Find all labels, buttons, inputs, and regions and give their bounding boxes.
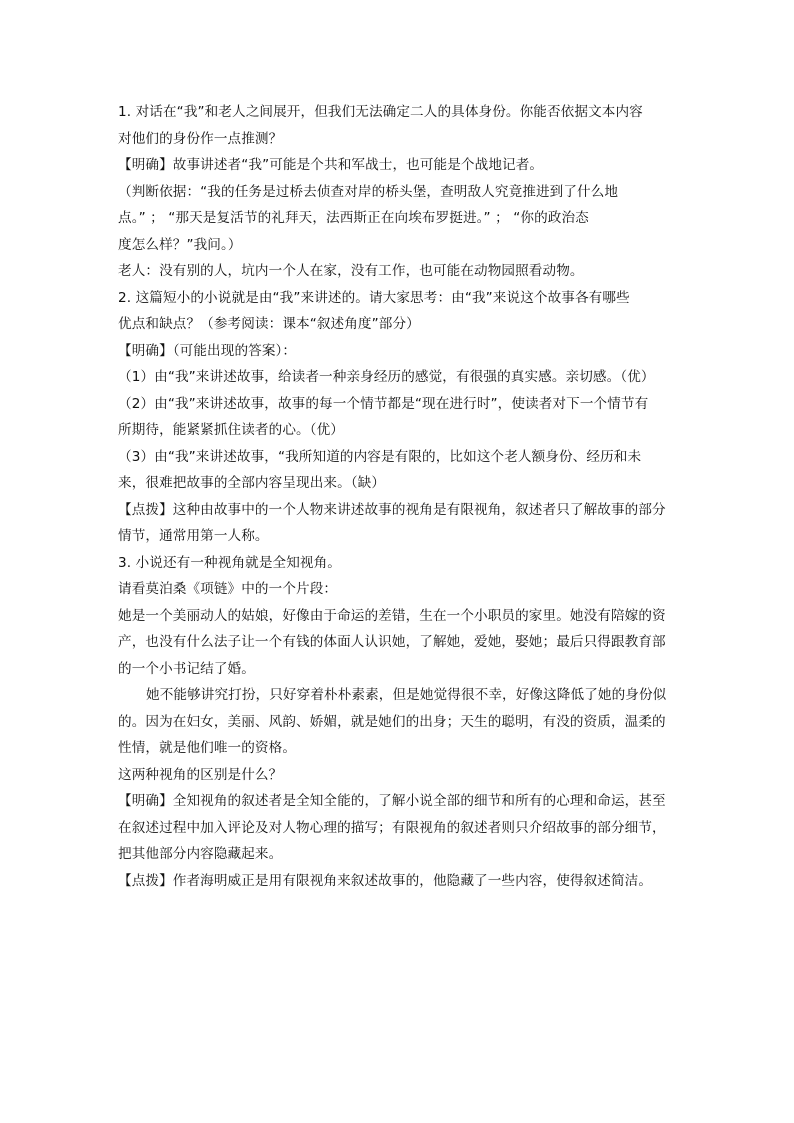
answer-2-point-2-line-1: （2）由“我”来讲述故事，故事的每一个情节都是“现在进行时”，使读者对下一个情节有 xyxy=(118,395,649,412)
excerpt-para-1-line-2: 产，也没有什么法子让一个有钱的体面人认识她，了解她，爱她，娶她；最后只得跟教育部 xyxy=(118,634,666,650)
question-3: 3. 小说还有一种视角就是全知视角。 xyxy=(118,554,341,571)
old-man-guess: 老人：没有别的人，坑内一个人在家，没有工作，也可能在动物园照看动物。 xyxy=(118,263,584,279)
answer-2-point-1: （1）由“我”来讲述故事，给读者一种亲身经历的感觉，有很强的真实感。亲切感。（优） xyxy=(118,369,655,385)
evidence-line-3: 度怎么样？”我问。） xyxy=(118,236,242,253)
tip-1-line-1: 【点拨】这种由故事中的一个人物来讲述故事的视角是有限视角，叙述者只了解故事的部分 xyxy=(118,501,666,518)
excerpt-para-2-line-1: 她不能够讲究打扮，只好穿着朴朴素素，但是她觉得很不幸，好像这降低了她的身份似 xyxy=(146,687,667,703)
excerpt-para-1-line-3: 的一个小书记结了婚。 xyxy=(118,660,255,677)
question-1-line-2: 对他们的身份作一点推测？ xyxy=(118,130,283,147)
comparison-question: 这两种视角的区别是什么？ xyxy=(118,766,283,783)
question-2-line-2: 优点和缺点？（参考阅读：课本“叙述角度”部分） xyxy=(118,316,420,332)
answer-2-point-2-line-2: 所期待，能紧紧抓住读者的心。（优） xyxy=(118,422,344,438)
evidence-line-2: 点。” ； “那天是复活节的礼拜天，法西斯正在向埃布罗挺进。” ； “你的政治态 xyxy=(118,210,589,226)
answer-2-point-3-line-2: 来，很难把故事的全部内容呈现出来。（缺） xyxy=(118,475,386,491)
excerpt-para-2-line-3: 性情，就是他们唯一的资格。 xyxy=(118,740,297,756)
excerpt-para-1-line-1: 她是一个美丽动人的姑娘，好像由于命运的差错，生在一个小职员的家里。她没有陪嫁的资 xyxy=(118,607,666,624)
document-body xyxy=(118,99,678,894)
excerpt-intro: 请看莫泊桑《项链》中的一个片段： xyxy=(118,581,338,597)
answer-3-line-3: 把其他部分内容隐藏起来。 xyxy=(118,846,283,862)
answer-3-line-1: 【明确】全知视角的叙述者是全知全能的，了解小说全部的细节和所有的心理和命运，甚至 xyxy=(118,793,666,809)
answer-2-heading: 【明确】（可能出现的答案）： xyxy=(118,342,297,359)
question-2-line-1: 2. 这篇短小的小说就是由“我”来讲述的。请大家思考：由“我”来说这个故事各有哪些 xyxy=(118,289,630,306)
tip-2: 【点拨】作者海明威正是用有限视角来叙述故事的，他隐藏了一些内容，使得叙述简洁。 xyxy=(118,872,653,889)
answer-2-point-3-line-1: （3）由“我”来讲述故事，“我所知道的内容是有限的，比如这个老人额身份、经历和未 xyxy=(118,448,642,465)
evidence-line-1: （判断依据：“我的任务是过桥去侦查对岸的桥头堡，查明敌人究竟推进到了什么地 xyxy=(118,183,619,200)
excerpt-para-2-line-2: 的。因为在妇女，美丽、风韵、娇媚，就是她们的出身；天生的聪明，有没的资质，温柔的 xyxy=(118,713,666,730)
answer-1-statement: 【明确】故事讲述者“我”可能是个共和军战士，也可能是个战地记者。 xyxy=(118,157,544,173)
tip-1-line-2: 情节，通常用第一人称。 xyxy=(118,528,269,544)
question-1-line-1: 1. 对话在“我”和老人之间展开，但我们无法确定二人的具体身份。你能否依据文本内容 xyxy=(118,104,643,120)
answer-3-line-2: 在叙述过程中加入评论及对人物心理的描写；有限视角的叙述者则只介绍故事的部分细节， xyxy=(118,819,666,836)
